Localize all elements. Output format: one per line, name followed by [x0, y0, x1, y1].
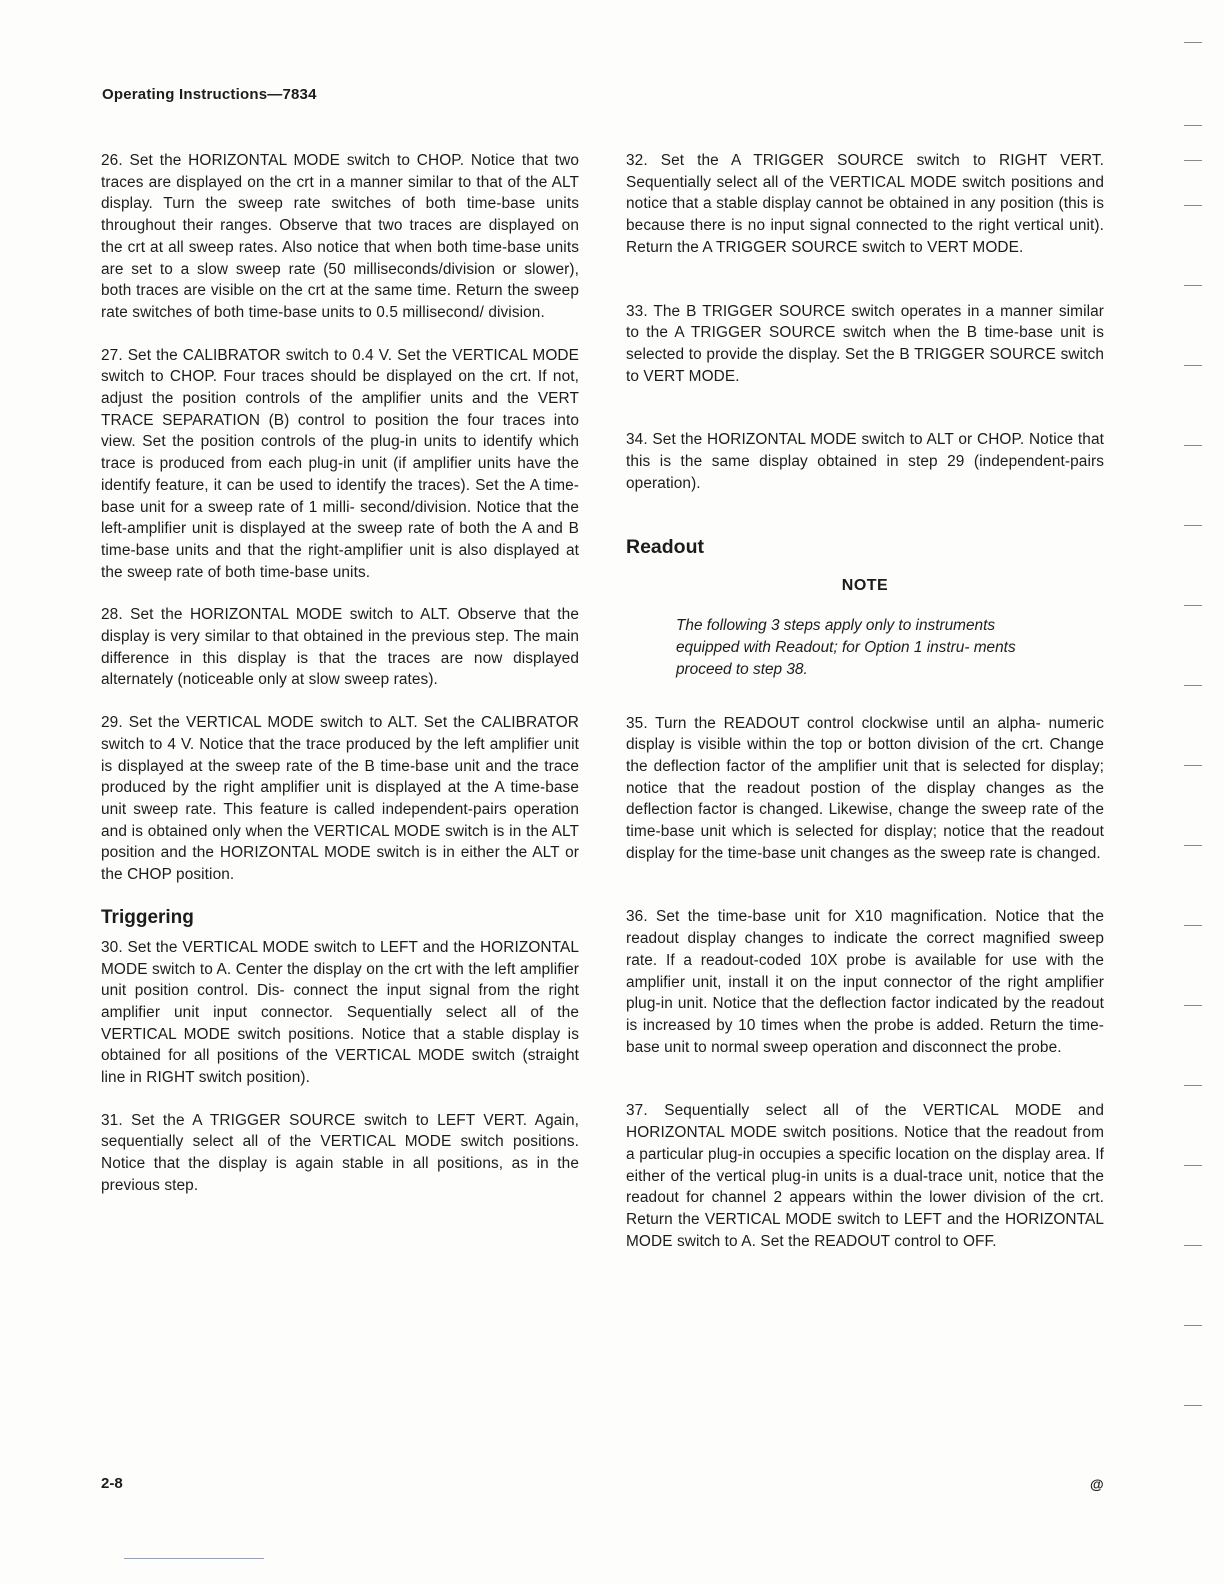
step-29: 29. Set the VERTICAL MODE switch to ALT. Set the CALIBRATOR switch to 4 V. Notice that the trace produced by the left amplifier unit is displayed at the sweep rate of the B time-base unit and the trace produced by the right amplifier unit is displayed at the A time-base unit sweep rate. This feature is called independent-pairs operation and is obtained only when the VERTICAL MODE switch is in the ALT position and the HORIZONTAL MODE switch is in either the ALT or the CHOP position.: [101, 714, 579, 884]
right-column: [626, 150, 1104, 1294]
step-36: 36. Set the time-base unit for X10 magnification. Notice that the readout display changes to indicate the correct magnified sweep rate. If a readout-coded 10X probe is available for use with the amplifier unit, install it on the input connector of the right amplifier plug-in unit. Notice that the deflection factor indicated by the readout is increased by 10 times when the probe is added. Return the time-base unit to normal sweep operation and disconnect the probe.: [626, 908, 1104, 1056]
step-27: 27. Set the CALIBRATOR switch to 0.4 V. Set the VERTICAL MODE switch to CHOP. Four traces should be displayed on the crt. If not, adjust the position controls of the amplifier units and the VERT TRACE SEPARATION (B) control to position the four traces into view. Set the position controls of the plug-in units to identify which trace is produced from each plug-in unit (if amplifier units have the identify feature, it can be used to identify the traces). Set the A time-base unit for a sweep rate of 1 milli- second/division. Notice that the left-amplifier unit is displayed at the sweep rate of both the A and B time-base units and that the right-amplifier unit is also displayed at the sweep rate of both time-base units.: [101, 346, 579, 581]
step-33: 33. The B TRIGGER SOURCE switch operates in a manner similar to the A TRIGGER SOURCE switch when the B time-base unit is selected to provide the display. Set the B TRIGGER SOURCE switch to VERT MODE.: [626, 302, 1104, 385]
step-34: 34. Set the HORIZONTAL MODE switch to ALT or CHOP. Notice that this is the same display obtained in step 29 (independent-pairs operation).: [626, 431, 1104, 492]
left-column: [101, 150, 579, 1218]
step-35: 35. Turn the READOUT control clockwise until an alpha- numeric display is visible within the top or botton division of the crt. Change the deflection factor of the amplifier unit that is selected for display; notice that the readout postion of the display changes as the deflection factor is changed. Likewise, change the sweep rate of the time-base unit which is selected for display; notice that the readout display for the time-base unit changes as the sweep rate is changed.: [626, 714, 1104, 862]
page-number: 2-8: [101, 1475, 123, 1492]
step-26: 26. Set the HORIZONTAL MODE switch to CHOP. Notice that two traces are displayed on the crt in a manner similar to that of the ALT display. Turn the sweep rate switches of both time-base units throughout their ranges. Observe that two traces are displayed on the crt at all sweep rates. Also notice that when both time-base units are set to a slow sweep rate (50 milliseconds/division or slower), both traces are visible on the crt at the same time. Return the sweep rate switches of both time-base units to 0.5 millisecond/ division.: [101, 152, 579, 321]
copyright-mark: @: [1090, 1476, 1104, 1492]
page-header-title: Operating Instructions—7834: [102, 86, 317, 103]
triggering-heading: Triggering: [101, 906, 194, 928]
bottom-rule: [124, 1558, 264, 1559]
readout-heading: Readout: [626, 536, 704, 559]
step-37: 37. Sequentially select all of the VERTICAL MODE and HORIZONTAL MODE switch positions. Notice that the readout from a particular plug-in occupies a specific location on the display area. If either of the vertical plug-in units is a dual-trace unit, notice that the readout for channel 2 appears within the lower division of the crt. Return the VERTICAL MODE switch to LEFT and the HORIZONTAL MODE switch to A. Set the READOUT control to OFF.: [626, 1102, 1104, 1250]
step-30: 30. Set the VERTICAL MODE switch to LEFT and the HORIZONTAL MODE switch to A. Center the display on the crt with the left amplifier unit position control. Dis- connect the input signal from the right amplifier unit input connector. Sequentially select all of the VERTICAL MODE switch positions. Notice that a stable display is obtained for all positions of the VERTICAL MODE switch (straight line in RIGHT switch position).: [101, 938, 579, 1087]
note-text: The following 3 steps apply only to instruments equipped with Readout; for Option 1 instru- ments proceed to step 38.: [676, 617, 1016, 678]
step-32: 32. Set the A TRIGGER SOURCE switch to RIGHT VERT. Sequentially select all of the VERTICAL MODE switch positions and notice that a stable display cannot be obtained in any position (this is because there is no input signal connected to the right vertical unit). Return the A TRIGGER SOURCE switch to VERT MODE.: [626, 152, 1104, 256]
scan-edge-marks: [1180, 30, 1202, 1430]
step-28: 28. Set the HORIZONTAL MODE switch to ALT. Observe that the display is very similar to that obtained in the previous step. The main difference in this display is that the traces are now displayed alternately (noticeable only at slow sweep rates).: [101, 606, 579, 689]
step-31: 31. Set the A TRIGGER SOURCE switch to LEFT VERT. Again, sequentially select all of the VERTICAL MODE switch positions. Notice that the display is again stable in all positions, as in the previous step.: [101, 1111, 579, 1194]
note-label: NOTE: [841, 577, 889, 595]
